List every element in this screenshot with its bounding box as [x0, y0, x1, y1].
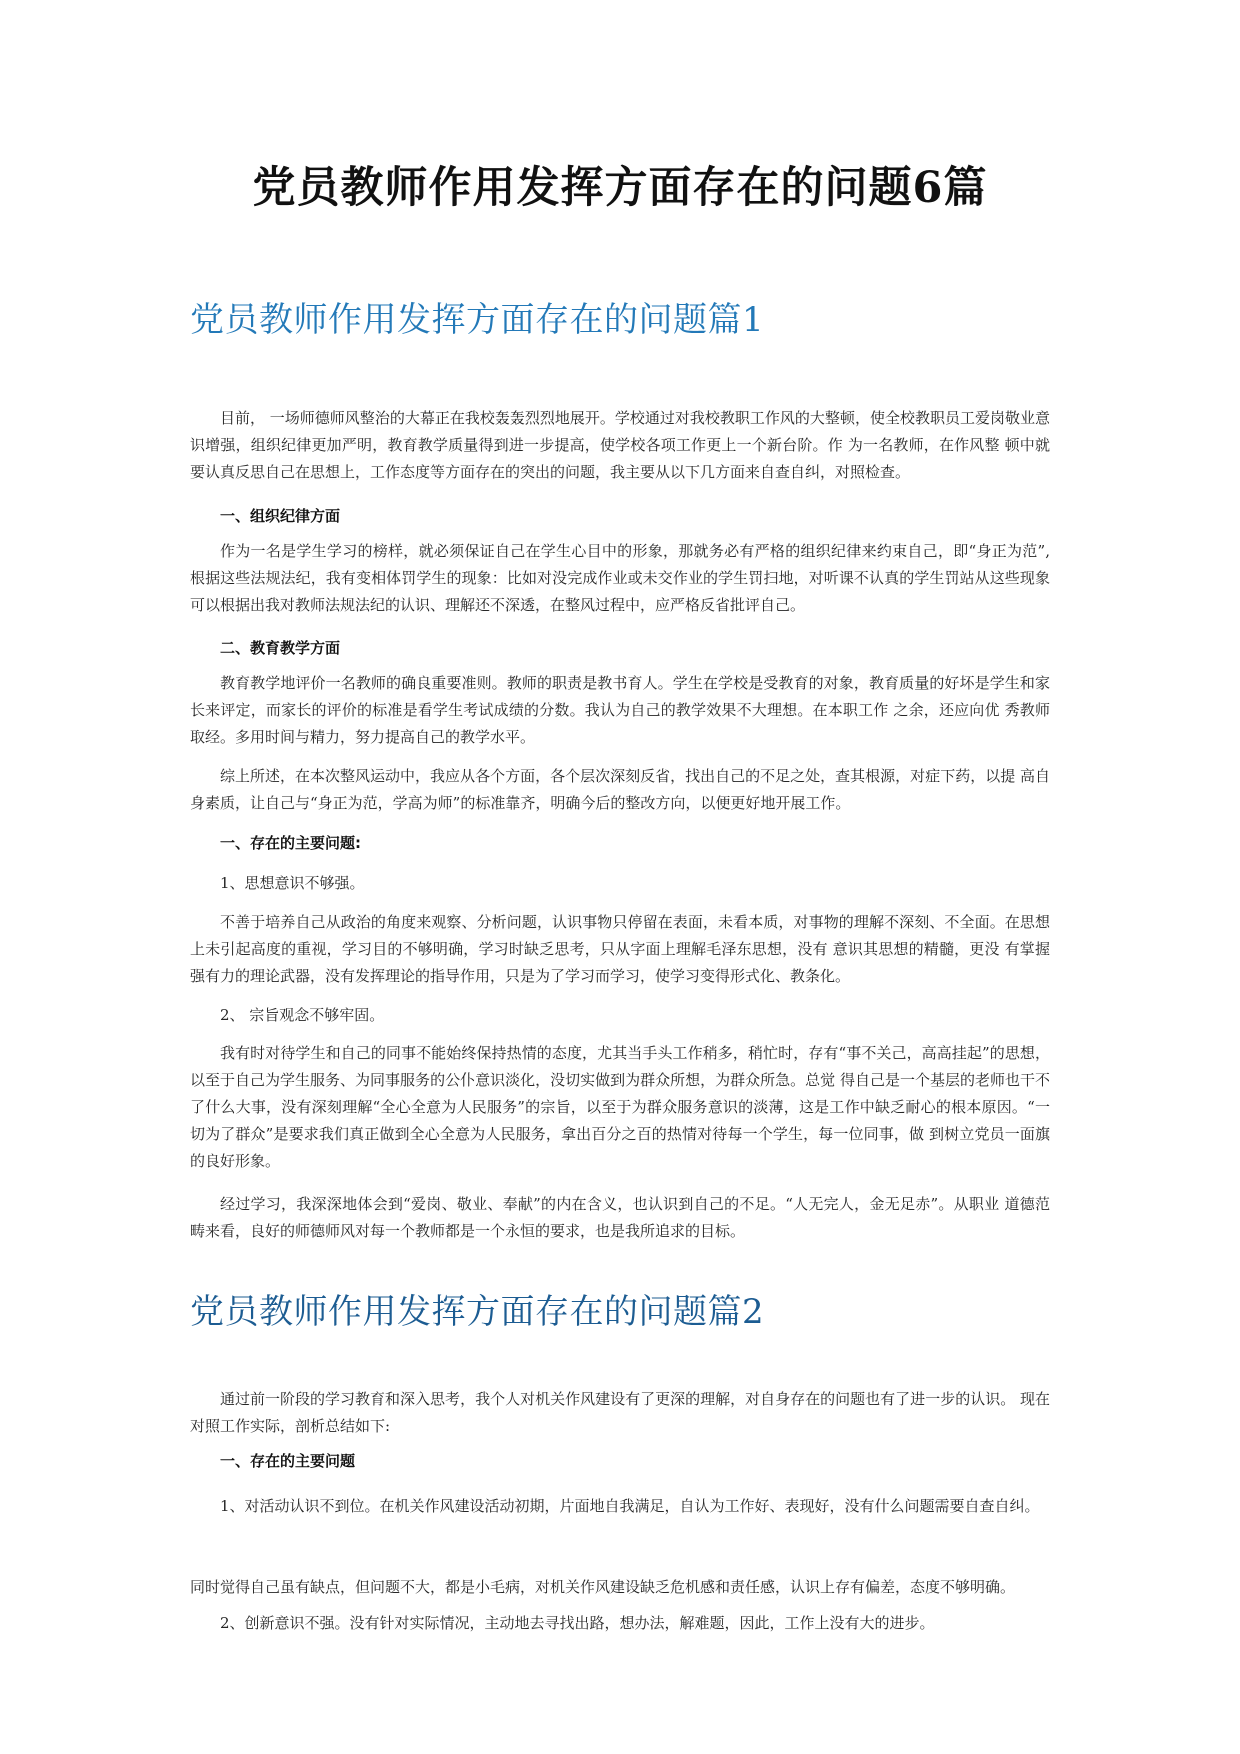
section1-subheading-teaching: 二、教育教学方面 [220, 639, 341, 657]
section1-subheading-main-problems: 一、存在的主要问题: [220, 834, 361, 852]
section1-intro-paragraph: 目前， 一场师德师风整治的大幕正在我校轰轰烈烈地展开。学校通过对我校教职工作风的大整顿，使全校教职员工爱岗敬业意识增强，组织纪律更加严明，教育教学质量得到进一步提高，使学校各项工作更上一个新台阶。作 为一名教师，在作风整 顿中就要认真反思自己在思想上，工作态度等方面存在的突出的问题，我主要从以下几方面来自查自纠，对照检查。 [190, 409, 1050, 481]
section1-paragraph-discipline: 作为一名是学生学习的榜样，就必须保证自己在学生心目中的形象，那就务必有严格的组织纪律来约束自己，即“身正为范”,根据这些法规法纪，我有变相体罚学生的现象：比如对没完成作业或未交作业的学生罚扫地，对听课不认真的学生罚站从这些现象可以根据出我对教师法规法纪的认识、理解还不深透，在整风过程中，应严格反省批评自己。 [190, 542, 1050, 614]
section1-paragraph-teaching: 教育教学地评价一名教师的确良重要准则。教师的职责是教书育人。学生在学校是受教育的对象，教育质量的好坏是学生和家长来评定，而家长的评价的标准是看学生考试成绩的分数。我认为自己的教学效果不大理想。在本职工作 之余，还应向优 秀教师取经。多用时间与精力，努力提高自己的教学水平。 [190, 674, 1050, 746]
section1-subheading-discipline: 一、组织纪律方面 [220, 507, 341, 525]
section2-subheading-main-problems: 一、存在的主要问题 [220, 1452, 356, 1470]
section-heading-2: 党员教师作用发挥方面存在的问题篇2 [190, 1292, 765, 1332]
document-title: 党员教师作用发挥方面存在的问题6篇 [252, 163, 988, 213]
section1-list-item-2: 2、 宗旨观念不够牢固。 [220, 1006, 385, 1024]
section2-intro-paragraph: 通过前一阶段的学习教育和深入思考，我个人对机关作风建设有了更深的理解，对自身存在的问题也有了进一步的认识。 现在对照工作实际，剖析总结如下: [190, 1390, 1050, 1435]
section-heading-1: 党员教师作用发挥方面存在的问题篇1 [190, 300, 765, 340]
section2-list-item-1: 1、对活动认识不到位。在机关作风建设活动初期，片面地自我满足，自认为工作好、表现好，没有什么问题需要自查自纠。 [220, 1497, 1040, 1515]
section1-list-item-1: 1、思想意识不够强。 [220, 874, 365, 892]
section1-paragraph-conclusion: 经过学习，我深深地体会到“爱岗、敬业、奉献”的内在含义，也认识到自己的不足。“人无完人，金无足赤”。从职业 道德范畴来看，良好的师德师风对每一个教师都是一个永恒的要求，也是我所追求的目标。 [190, 1195, 1050, 1240]
section1-paragraph-summary: 综上所述，在本次整风运动中，我应从各个方面，各个层次深刻反省，找出自己的不足之处，查其根源，对症下药，以提 高自身素质，让自己与“身正为范，学高为师”的标准靠齐，明确今后的整改方向，以便更好地开展工作。 [190, 767, 1050, 812]
section2-paragraph-continuation: 同时觉得自己虽有缺点，但问题不大，都是小毛病，对机关作风建设缺乏危机感和责任感，认识上存有偏差，态度不够明确。 [190, 1578, 1016, 1596]
section1-paragraph-ideology: 不善于培养自己从政治的角度来观察、分析问题，认识事物只停留在表面，未看本质，对事物的理解不深刻、不全面。在思想上未引起高度的重视，学习目的不够明确，学习时缺乏思考，只从字面上理解毛泽东思想，没有 意识其思想的精髓，更没 有掌握强有力的理论武器，没有发挥理论的指导作用，只是为了学习而学习，使学习变得形式化、教条化。 [190, 913, 1050, 985]
section2-list-item-2: 2、创新意识不强。没有针对实际情况，主动地去寻找出路，想办法，解难题，因此，工作上没有大的进步。 [220, 1614, 935, 1632]
section1-paragraph-service: 我有时对待学生和自己的同事不能始终保持热情的态度，尤其当手头工作稍多，稍忙时，存有“事不关己，高高挂起”的思想，以至于自己为学生服务、为同事服务的公仆意识淡化，没切实做到为群众所想，为群众所急。总觉 得自己是一个基层的老师也干不了什么大事，没有深刻理解“全心全意为人民服务”的宗旨，以至于为群众服务意识的淡薄，这是工作中缺乏耐心的根本原因。“一切为了群众”是要求我们真正做到全心全意为人民服务，拿出百分之百的热情对待每一个学生，每一位同事，做 到树立党员一面旗的良好形象。 [190, 1044, 1050, 1170]
